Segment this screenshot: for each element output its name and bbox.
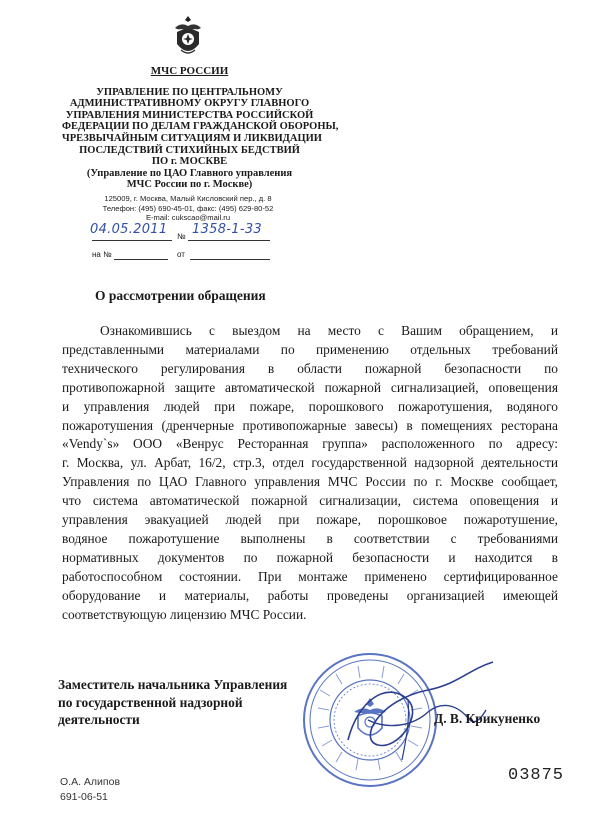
ref-number-blank	[114, 259, 168, 260]
body-line: технического регулирования в области пожарной безопасности по	[62, 360, 558, 376]
body-line: Управления по ЦАО Главного управления МЧС России по г. Москве сообщает,	[62, 474, 558, 490]
header-line: ФЕДЕРАЦИИ ПО ДЕЛАМ ГРАЖДАНСКОЙ ОБОРОНЫ,	[62, 121, 339, 133]
body-line: работоспособном состоянии. При монтаже применено сертифицированное	[62, 568, 558, 584]
body-line: и управления людей при пожаре, порошкового пожаротушения, водяного	[62, 398, 558, 414]
header-line: ПО г. МОСКВЕ	[151, 156, 228, 168]
body-line: противопожарной защите автоматической пожарной сигнализацией, оповещения	[62, 379, 558, 395]
executor-phone: 691-06-51	[60, 791, 108, 803]
signer-name: Д. В. Крикуненко	[434, 711, 541, 726]
header-line: (Управление по ЦАО Главного управления	[86, 167, 293, 179]
header-line: УПРАВЛЕНИЕ ПО ЦЕНТРАЛЬНОМУ	[96, 86, 283, 98]
ref-date-blank	[190, 259, 270, 260]
reg-number-label: №	[177, 232, 186, 241]
body-line: водяное пожаротушение выполнены в соответствии с требованиями	[62, 530, 558, 546]
body-line: пожаротушения (дренчерные противопожарные завесы) в помещениях ресторана	[62, 417, 558, 433]
header-line: МЧС России по г. Москве)	[126, 179, 253, 191]
signer-title-line: деятельности	[58, 712, 140, 727]
body-line: «Vendy`s» ООО «Венрус Ресторанная группа» расположенного по адресу:	[62, 436, 558, 452]
body-line: Ознакомившись с выездом на место с Вашим обращением, и	[100, 323, 558, 338]
executor-block	[60, 775, 120, 805]
letter-subject: О рассмотрении обращения	[95, 288, 266, 303]
header-line: ПОСЛЕДСТВИЙ СТИХИЙНЫХ БЕДСТВИЙ	[79, 144, 300, 156]
body-line: соответствующую лицензию МЧС России.	[62, 606, 307, 622]
header-line: УПРАВЛЕНИЯ МИНИСТЕРСТВА РОССИЙСКОЙ	[65, 109, 314, 121]
sender-header	[62, 65, 339, 191]
reg-number-underline	[188, 240, 270, 241]
reg-number: 1358-1-33	[192, 222, 262, 237]
signer-title	[58, 676, 287, 729]
body-line: что система автоматической пожарной сигнализации, система оповещения и	[62, 493, 558, 509]
agency-name: МЧС РОССИИ	[150, 65, 229, 77]
header-line: ЧРЕЗВЫЧАЙНЫМ СИТУАЦИЯМ И ЛИКВИДАЦИИ	[62, 132, 322, 144]
body-line: представленными материалами по применению отдельных требований	[62, 341, 558, 357]
header-line: АДМИНИСТРАТИВНОМУ ОКРУГУ ГЛАВНОГО	[69, 98, 310, 110]
signer-title-line: по государственной надзорной	[58, 694, 243, 710]
phone-text: Телефон: (495) 690-45-01, факс: (495) 629-80-52	[102, 203, 274, 213]
executor-name: О.А. Алипов	[60, 776, 121, 788]
body-line: г. Москва, ул. Арбат, 16/2, стр.3, отдел государственной надзорной деятельности	[62, 455, 558, 471]
ref-number-label: на №	[92, 250, 112, 259]
signer-title-line: Заместитель начальника Управления	[58, 677, 288, 692]
address-text: 125009, г. Москва, Малый Кисловский пер., д. 8	[104, 194, 272, 203]
reg-date: 04.05.2011	[90, 222, 168, 237]
reg-date-underline	[92, 240, 172, 241]
letter-body	[62, 322, 558, 625]
contact-block	[93, 194, 283, 223]
email-text: E-mail: cukscao@mail.ru	[145, 213, 231, 223]
body-line: управления эвакуацией людей при пожаре, порошковое пожаротушение,	[62, 512, 558, 528]
body-line: оборудование и материалы, работы проведены организацией имеющей	[62, 587, 558, 603]
body-line: нормативных документов по пожарной безопасности и находится в	[62, 549, 558, 565]
emercom-emblem-icon	[171, 14, 205, 60]
document-serial-number: 03875	[508, 766, 565, 785]
ref-date-label: от	[177, 250, 185, 259]
